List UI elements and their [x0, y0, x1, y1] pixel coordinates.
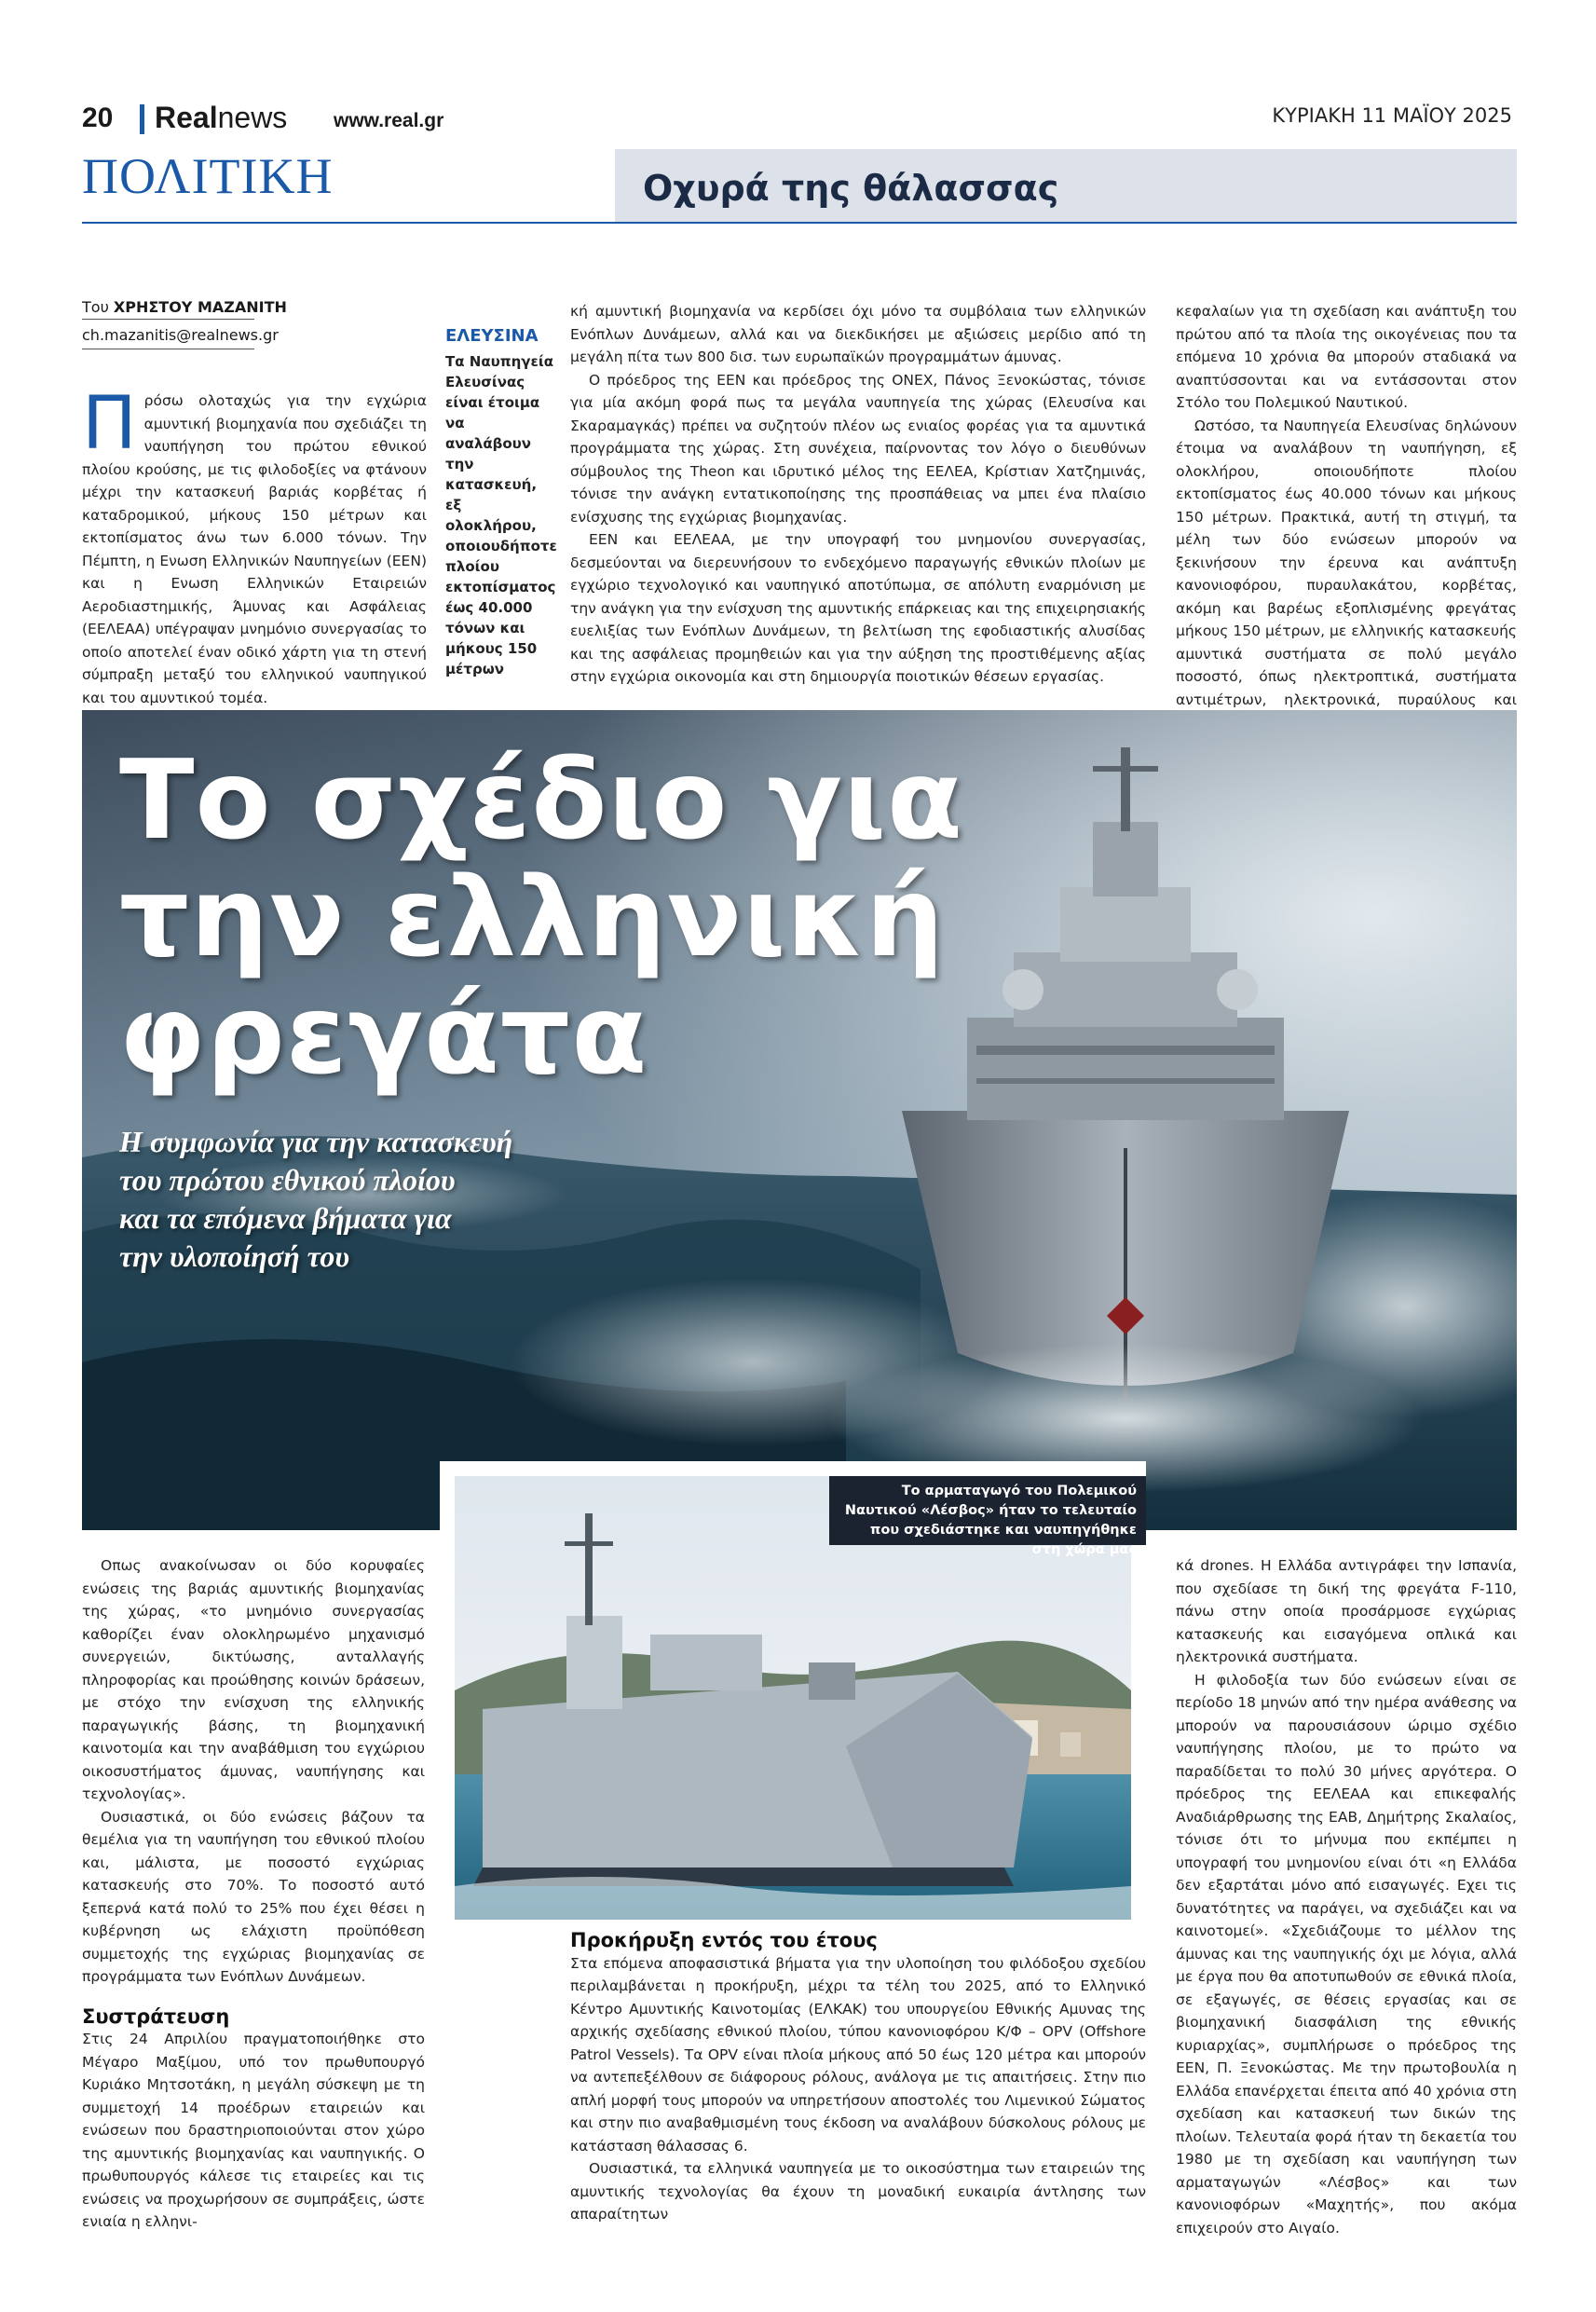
paragraph: Ο πρόεδρος της ΕΕΝ και πρόεδρος της ΟΝΕΧ, Πάνος Ξενοκώστας, τόνισε για μία ακόμη φορά πως τα μεγάλα ναυπηγεία της χώρας (Ελευσίνα και Σκαραμαγκάς) πρέπει να συζητούν πλέον ως ενιαίος φορέας για τα αμυντικά προγράμματα της χώρας. Στη συνέχεια, παίρνοντας τον λόγο ο διευθύνων σύμβουλος της Theon και ιδρυτικό μέλος της ΕΕΛΕΑ, Κρίστιαν Χατζημινάς, τόνισε την ανάγκη εντατικοποίησης της προσπάθειας να μπει ένα πλαίσιο ενίσχυσης της εγχώριας βιομηχανίας.	[570, 371, 1146, 526]
page-number: 20	[82, 103, 114, 133]
lead-paragraph: ρόσω ολοταχώς για την εγχώρια αμυντική βιομηχανία που σχεδιάζει τη ναυπήγηση του πρώτου εθνικού πλοίου κρούσης, με τις φιλοδοξίες να φτάνουν μέχρι την κατασκευή βαριάς κορβέτας ή καταδρομικού, μήκους 150 μέτρων και εκτοπίσματος άνω των 6.000 τόνων. Την Πέμπτη, η Ενωση Ελληνικών Ναυπηγείων (ΕΕΝ) και η Ενωση Ελληνικών Εταιρειών Αεροδιαστημικής, Άμυνας και Ασφάλειας (ΕΕΛΕΑΑ) υπέγραψαν μνημόνιο συνεργασίας το οποίο αποτελεί έναν οδικό χάρτη για τη στενή σύμπραξη μεταξύ του ελληνικού ναυπηγικού και του αμυντικού τομέα.	[82, 392, 427, 706]
header-divider	[140, 104, 144, 134]
paragraph: κά drones. Η Ελλάδα αντιγράφει την Ισπανία, που σχεδίασε τη δική της φρεγάτα F-110, πάνω στην οποία προσάρμοσε εγχώριας κατασκευής και εισαγόμενα οπλικά και ηλεκτρονικά συστήματα.	[1176, 1557, 1517, 1665]
brand-rest: news	[217, 101, 288, 134]
paragraph: Στα επόμενα αποφασιστικά βήματα για την υλοποίηση του φιλόδοξου σχεδίου περιλαμβάνεται η προκήρυξη, μέχρι τα τέλη του 2025, από το Ελληνικό Κέντρο Αμυντικής Καινοτομίας (ΕΛΚΑΚ) του υπουργείου Εθνικής Αμυνας της αρχικής σχεδίασης εθνικού πλοίου, τύπου κανονιοφόρου Κ/Φ – OPV (Offshore Patrol Vessels). Τα OPV είναι πλοία μήκους από 50 έως 120 μέτρα και μπορούν να αντεπεξέλθουν σε διάφορους ρόλους, ανάλογα με τις απαιτήσεις. Στην πιο απλή μορφή τους μπορούν να υπηρετήσουν αποστολές του Λιμενικού Σώματος και στην πιο αναβαθμισμένη τους έκδοση να αναλάβουν δύσκολους ρόλους με κατάσταση θάλασσας 6.	[570, 1954, 1146, 2155]
subheadline-line: την υλοποίησή του	[119, 1239, 350, 1273]
top-column-3	[1176, 300, 1517, 734]
issue-date: ΚΥΡΙΑΚΗ 11 ΜΑΪΟΥ 2025	[1272, 104, 1512, 127]
paragraph: Ουσιαστικά, τα ελληνικά ναυπηγεία με το οικοσύστημα των εταιρειών της αμυντικής τεχνολογίας θα έχουν τη μοναδική ευκαιρία άντλησης των απαραίτητων	[570, 2160, 1146, 2223]
headline-line: την ελληνική	[119, 853, 945, 981]
headline-line: Το σχέδιο για	[119, 735, 963, 864]
paragraph: κή αμυντική βιομηχανία να κερδίσει όχι μόνο τα συμβόλαια των ελληνικών Ενόπλων Δυνάμεων, αλλά και να διεκδικήσει με αξιώσεις μερίδιο από τη μεγάλη πίτα των 800 δισ. των ευρωπαϊκών προγραμμάτων άμυνας.	[570, 303, 1146, 365]
subheadline-line: Η συμφωνία για την κατασκευή	[119, 1125, 513, 1158]
bottom-column-1	[82, 1554, 425, 2234]
headline	[119, 735, 963, 1099]
paragraph: Οπως ανακοίνωσαν οι δύο κορυφαίες ενώσεις της βαριάς αμυντικής βιομηχανίας της χώρας, «το μνημόνιο συνεργασίας καθορίζει έναν ολοκληρωμένο μηχανισμό συνεργειών, δικτύωσης, ανταλλαγής πληροφορίας και προώθησης κοινών δράσεων, με στόχο την ενίσχυση της ελληνικής παραγωγικής βάσης, τη βιομηχανική καινοτομία και την αναβάθμιση του εγχώριου οικοσυστήματος άμυνας, ναυπήγησης και τεχνολογίας».	[82, 1557, 425, 1802]
top-column-1	[82, 382, 427, 709]
site-url: www.real.gr	[334, 110, 444, 131]
photo-caption: Το αρματαγωγό του Πολεμικού Ναυτικού «Λέσβος» ήταν το τελευταίο που σχεδιάστηκε και ναυπηγήθηκε στη χώρα μας	[829, 1476, 1146, 1545]
drop-cap: Π	[82, 382, 137, 466]
section-title: ΠΟΛΙΤΙΚΗ	[82, 148, 334, 204]
paragraph: ΕΕΝ και ΕΕΛΕΑΑ, με την υπογραφή του μνημονίου συνεργασίας, δεσμεύονται να διερευνήσουν το ενδεχόμενο παραγωγής εθνικών πλοίων με εγχώριο τεχνολογικό και ναυπηγικό αποτύπωμα, σε απόλυτη εναρμόνιση με την ανάγκη για την ενίσχυση της αμυντικής επάρκειας και της επιχειρησιακής ευελιξίας των Ενόπλων Δυνάμεων, τη βελτίωση της εφοδιαστικής αλυσίδας και της ασφάλειας προμηθειών και για την αύξηση της προστιθέμενης αξίας στην εγχώρια οικονομία και στη δημιουργία ποιοτικών θέσεων εργασίας.	[570, 531, 1146, 685]
paragraph: Ουσιαστικά, οι δύο ενώσεις βάζουν τα θεμέλια για τη ναυπήγηση του εθνικού πλοίου και, μάλιστα, με ποσοστό εγχώριας κατασκευής στο 70%. Το ποσοστό αυτό ξεπερνά κατά πολύ το 25% που έχει θέσει η κυβέρνηση ως ελάχιστη προϋπόθεση συμμετοχής της εγχώριας βιομηχανίας σε προγράμματα των Ενόπλων Δυνάμεων.	[82, 1808, 425, 1985]
bottom-column-2	[570, 1929, 1146, 2226]
subheadline	[119, 1123, 512, 1276]
bottom-column-3	[1176, 1554, 1517, 2239]
subheading: Προκήρυξη εντός του έτους	[570, 1929, 878, 1951]
section-rule	[82, 222, 1517, 224]
subheadline-line: και τα επόμενα βήματα για	[119, 1201, 452, 1235]
sidebar-text: Τα Ναυπηγεία Ελευσίνας είναι έτοιμα να αναλάβουν την κατασκευή, εξ ολοκλήρου, οποιουδήποτε πλοίου εκτοπίσματος έως 40.000 τόνων και μήκους 150 μέτρων	[445, 353, 557, 677]
subheading: Συστράτευση	[82, 2004, 230, 2028]
headline-line: φρεγάτα	[119, 970, 648, 1099]
byline-rule	[82, 319, 254, 320]
brand-logo	[155, 101, 287, 135]
byline-author: ΧΡΗΣΤΟΥ ΜΑΖΑΝΙΤΗ	[113, 298, 287, 316]
paragraph: Η φιλοδοξία των δύο ενώσεων είναι σε περίοδο 18 μηνών από την ημέρα ανάθεσης να μπορούν να παρουσιάσουν ώριμο σχέδιο ναυπήγησης πλοίου, με το πρώτο να παραδίδεται το πολύ 30 μήνες αργότερα. Ο πρόεδρος της ΕΕΛΕΑΑ και επικεφαλής Αναδιάρθρωσης της ΕΑΒ, Δημήτρης Σκαλαίος, τόνισε ότι το μήνυμα που εκπέμπει η υπογραφή του μνημονίου είναι ότι «η Ελλάδα δεν εξαρτάται μόνο από εισαγωγές. Εχει τις δυνατότητες να παράγει, να σχεδιάζει και να καινοτομεί». «Σχεδιάζουμε το μέλλον της άμυνας και της ναυπηγικής όχι με λόγια, αλλά με έργα που θα αποτυπωθούν σε εθνικά πλοία, σε εξαγωγές, σε θέσεις εργασίας και σε βιομηχανική διασφάλιση της εθνικής κυριαρχίας», συμπλήρωσε ο πρόεδρος της ΕΕΝ, Π. Ξενοκώστας. Με την πρωτοβουλία η Ελλάδα επανέρχεται έπειτα από 40 χρόνια στη σχεδίαση και κατασκευή των δικών της πλοίων. Τελευταία φορά ήταν τη δεκαετία του 1980 με τη σχεδίαση και ναυπήγηση των αρματαγωγών «Λέσβος» και των κανονιοφόρων «Μαχητής», που ακόμα επιχειρούν στο Αιγαίο.	[1176, 1671, 1517, 2237]
section-tagline: Οχυρά της θάλασσας	[643, 168, 1059, 209]
sidebar-quote	[445, 326, 557, 679]
paragraph: κεφαλαίων για τη σχεδίαση και ανάπτυξη του πρώτου από τα πλοία της οικογένειας που τα επόμενα 10 χρόνια θα μπορούν σταδιακά να αναπτύσσονται και να εντάσσονται στον Στόλο του Πολεμικού Ναυτικού.	[1176, 303, 1517, 411]
top-column-2	[570, 300, 1146, 689]
byline	[82, 298, 287, 316]
author-email[interactable]: ch.mazanitis@realnews.gr	[82, 326, 279, 344]
paragraph: Στις 24 Απριλίου πραγματοποιήθηκε στο Μέγαρο Μαξίμου, υπό τον πρωθυπουργό Κυριάκο Μητσοτάκη, η μεγάλη σύσκεψη με τη συμμετοχή 14 προέδρων εταιρειών και ενώσεων που δραστηριοποιούνται στον χώρο της αμυντικής βιομηχανίας και ναυπηγικής. Ο πρωθυπουργός κάλεσε τις εταιρείες και τις ενώσεις να προχωρήσουν σε συμπράξεις, ώστε ενιαία η ελληνι-	[82, 2031, 425, 2230]
brand-bold: Real	[155, 101, 218, 134]
subheadline-line: του πρώτου εθνικού πλοίου	[119, 1163, 456, 1197]
paragraph: Ωστόσο, τα Ναυπηγεία Ελευσίνας δηλώνουν έτοιμα να αναλάβουν τη ναυπήγηση, εξ ολοκλήρου, οποιουδήποτε πλοίου εκτοπίσματος έως 40.000 τόνων και μήκους 150 μέτρων. Πρακτικά, αυτή τη στιγμή, τα μέλη των δύο ενώσεων μπορούν να ξεκινήσουν την έρευνα και ανάπτυξη κανονιοφόρου, πυραυλακάτου, κορβέτας, ακόμη και βαρέως εξοπλισμένης φρεγάτας μήκους 150 μέτρων, με ελληνικής κατασκευής αμυντικά συστήματα σε πολύ μεγάλο ποσοστό, όπως ηλεκτροπτικά, συστήματα αντιμέτρων, ηλεκτρονικά, πυραύλους και	[1176, 417, 1517, 708]
sidebar-title: ΕΛΕΥΣΙΝΑ	[445, 326, 539, 346]
byline-prefix: Του	[82, 298, 114, 316]
